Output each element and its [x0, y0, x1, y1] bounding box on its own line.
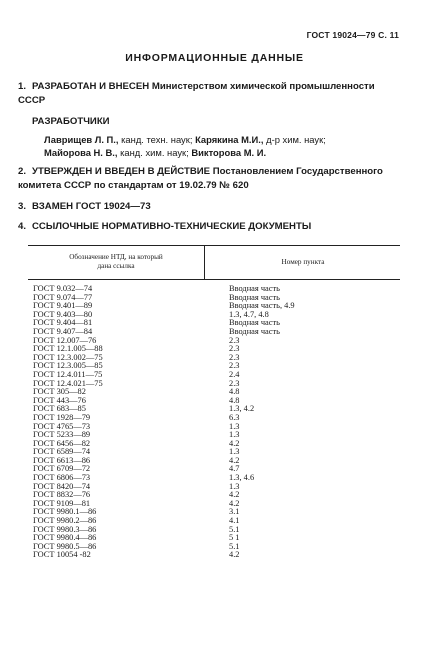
page-header: ГОСТ 19024—79 С. 11 — [306, 30, 399, 40]
clause-number: 2.3 — [229, 344, 240, 354]
clause-number: 1.3 — [229, 421, 240, 431]
clause-number: 2.4 — [229, 369, 240, 379]
clause-number: 2.3 — [229, 335, 240, 345]
document-designation: ГОСТ 9.407—84 — [33, 326, 93, 336]
item-1 — [18, 80, 402, 108]
document-designation: ГОСТ 9109—81 — [33, 498, 91, 508]
clause-number: 4.2 — [229, 438, 240, 448]
document-designation: ГОСТ 12.3.002—75 — [33, 352, 103, 362]
item-heading: УТВЕРЖДЕН И ВВЕДЕН В ДЕЙСТВИЕ — [32, 166, 211, 177]
author-degree: канд. техн. наук; — [118, 134, 196, 145]
document-designation: ГОСТ 9.032—74 — [33, 284, 93, 293]
item-number: 2. — [18, 166, 27, 177]
clause-number: 1.3 — [229, 447, 240, 457]
clause-number: 5.1 — [229, 541, 240, 551]
document-designation: ГОСТ 6613—86 — [33, 455, 91, 465]
document-designation: ГОСТ 9.404—81 — [33, 318, 93, 328]
document-designation: ГОСТ 6709—72 — [33, 464, 91, 474]
clause-number: 1.3 — [229, 481, 240, 491]
references-table — [28, 245, 400, 583]
document-designation: ГОСТ 9980.4—86 — [33, 533, 97, 543]
section-title: ИНФОРМАЦИОННЫЕ ДАННЫЕ — [125, 52, 304, 64]
document-designation: ГОСТ 10054 -82 — [33, 550, 91, 560]
column-header-document: Обозначение НТД, на который дана ссылка — [69, 253, 163, 270]
developers-line-1 — [44, 133, 404, 146]
developers-label: РАЗРАБОТЧИКИ — [32, 116, 110, 127]
clause-number: 2.3 — [229, 378, 240, 388]
author-degree: канд. хим. наук; — [117, 147, 192, 158]
clause-number: 4.2 — [229, 490, 240, 500]
table-header-divider — [204, 245, 205, 279]
document-designation: ГОСТ 12.4.011—75 — [33, 369, 103, 379]
table-body — [28, 285, 400, 560]
document-designation: ГОСТ 6456—82 — [33, 438, 91, 448]
column-header-clause: Номер пункта — [281, 258, 325, 266]
clause-number: 1.3, 4.7, 4.8 — [229, 309, 269, 319]
clause-number: 4.2 — [229, 498, 240, 508]
author-name: Майорова Н. В., — [44, 147, 118, 158]
document-designation: ГОСТ 9980.1—86 — [33, 507, 97, 517]
item-heading: ВЗАМЕН ГОСТ 19024—73 — [32, 201, 151, 212]
document-designation: ГОСТ 6806—73 — [33, 473, 91, 483]
item-text: Министерством химической промышленности СССР — [18, 81, 375, 106]
author-name: Викторова М. И. — [191, 147, 267, 158]
author-name: Лаврищев Л. П., — [44, 134, 119, 145]
clause-number: 4.7 — [229, 464, 240, 474]
document-designation: ГОСТ 12.007—76 — [33, 335, 97, 345]
document-designation: ГОСТ 9.074—77 — [33, 292, 93, 302]
clause-number: 5.1 — [229, 524, 240, 534]
document-designation: ГОСТ 305—82 — [33, 387, 86, 397]
clause-number: Вводная часть — [229, 292, 280, 302]
clause-number: 6.3 — [229, 412, 240, 422]
clause-number: 5 1 — [229, 533, 240, 543]
author-name: Карякина М.И., — [195, 134, 264, 145]
clause-number: 4.8 — [229, 395, 240, 405]
item-heading: ССЫЛОЧНЫЕ НОРМАТИВНО-ТЕХНИЧЕСКИЕ ДОКУМЕНТЫ — [32, 221, 312, 232]
clause-number: 4.2 — [229, 550, 240, 560]
document-designation: ГОСТ 443—76 — [33, 395, 86, 405]
developers-line-2 — [44, 146, 404, 159]
document-designation: ГОСТ 9980.2—86 — [33, 516, 97, 526]
item-number: 1. — [18, 81, 27, 92]
item-heading: РАЗРАБОТАН И ВНЕСЕН — [32, 81, 150, 92]
clause-number: 1.3 — [229, 430, 240, 440]
document-designation: ГОСТ 12.3.005—85 — [33, 361, 103, 371]
author-degree: д-р хим. наук; — [263, 134, 326, 145]
document-designation: ГОСТ 8832—76 — [33, 490, 91, 500]
clause-number: 2.3 — [229, 361, 240, 371]
item-4 — [18, 220, 402, 234]
item-text: Постановлением Государственного комитета СССР по стандартам от 19.02.79 № 620 — [18, 166, 383, 191]
clause-number: 4.1 — [229, 516, 240, 526]
document-designation: ГОСТ 9.403—80 — [33, 309, 93, 319]
clause-number: 1.3, 4.6 — [229, 473, 255, 483]
item-number: 3. — [18, 201, 27, 212]
table-header-rule — [28, 279, 400, 280]
item-2 — [18, 165, 402, 193]
table-top-rule — [28, 245, 400, 246]
clause-number: 4.8 — [229, 387, 240, 397]
item-number: 4. — [18, 221, 27, 232]
clause-number: 2.3 — [229, 352, 240, 362]
clause-number: Вводная часть — [229, 284, 280, 293]
document-designation: ГОСТ 8420—74 — [33, 481, 91, 491]
document-designation: ГОСТ 9980.5—86 — [33, 541, 97, 551]
clause-number: Вводная часть, 4.9 — [229, 301, 295, 311]
clause-number: Вводная часть — [229, 318, 280, 328]
item-3 — [18, 200, 402, 214]
document-designation: ГОСТ 6589—74 — [33, 447, 91, 457]
document-designation: ГОСТ 12.4.021—75 — [33, 378, 103, 388]
clause-number: 4.2 — [229, 455, 240, 465]
clause-number: 3.1 — [229, 507, 240, 517]
developers-list — [44, 133, 404, 159]
document-designation: ГОСТ 1928—79 — [33, 412, 91, 422]
clause-number: Вводная часть — [229, 326, 280, 336]
table-row — [28, 551, 400, 560]
clause-number: 1.3, 4.2 — [229, 404, 255, 414]
document-designation: ГОСТ 4765—73 — [33, 421, 91, 431]
document-designation: ГОСТ 9.401—89 — [33, 301, 93, 311]
document-designation: ГОСТ 5233—89 — [33, 430, 91, 440]
document-designation: ГОСТ 12.1.005—88 — [33, 344, 103, 354]
document-designation: ГОСТ 683—85 — [33, 404, 86, 414]
document-designation: ГОСТ 9980.3—86 — [33, 524, 97, 534]
